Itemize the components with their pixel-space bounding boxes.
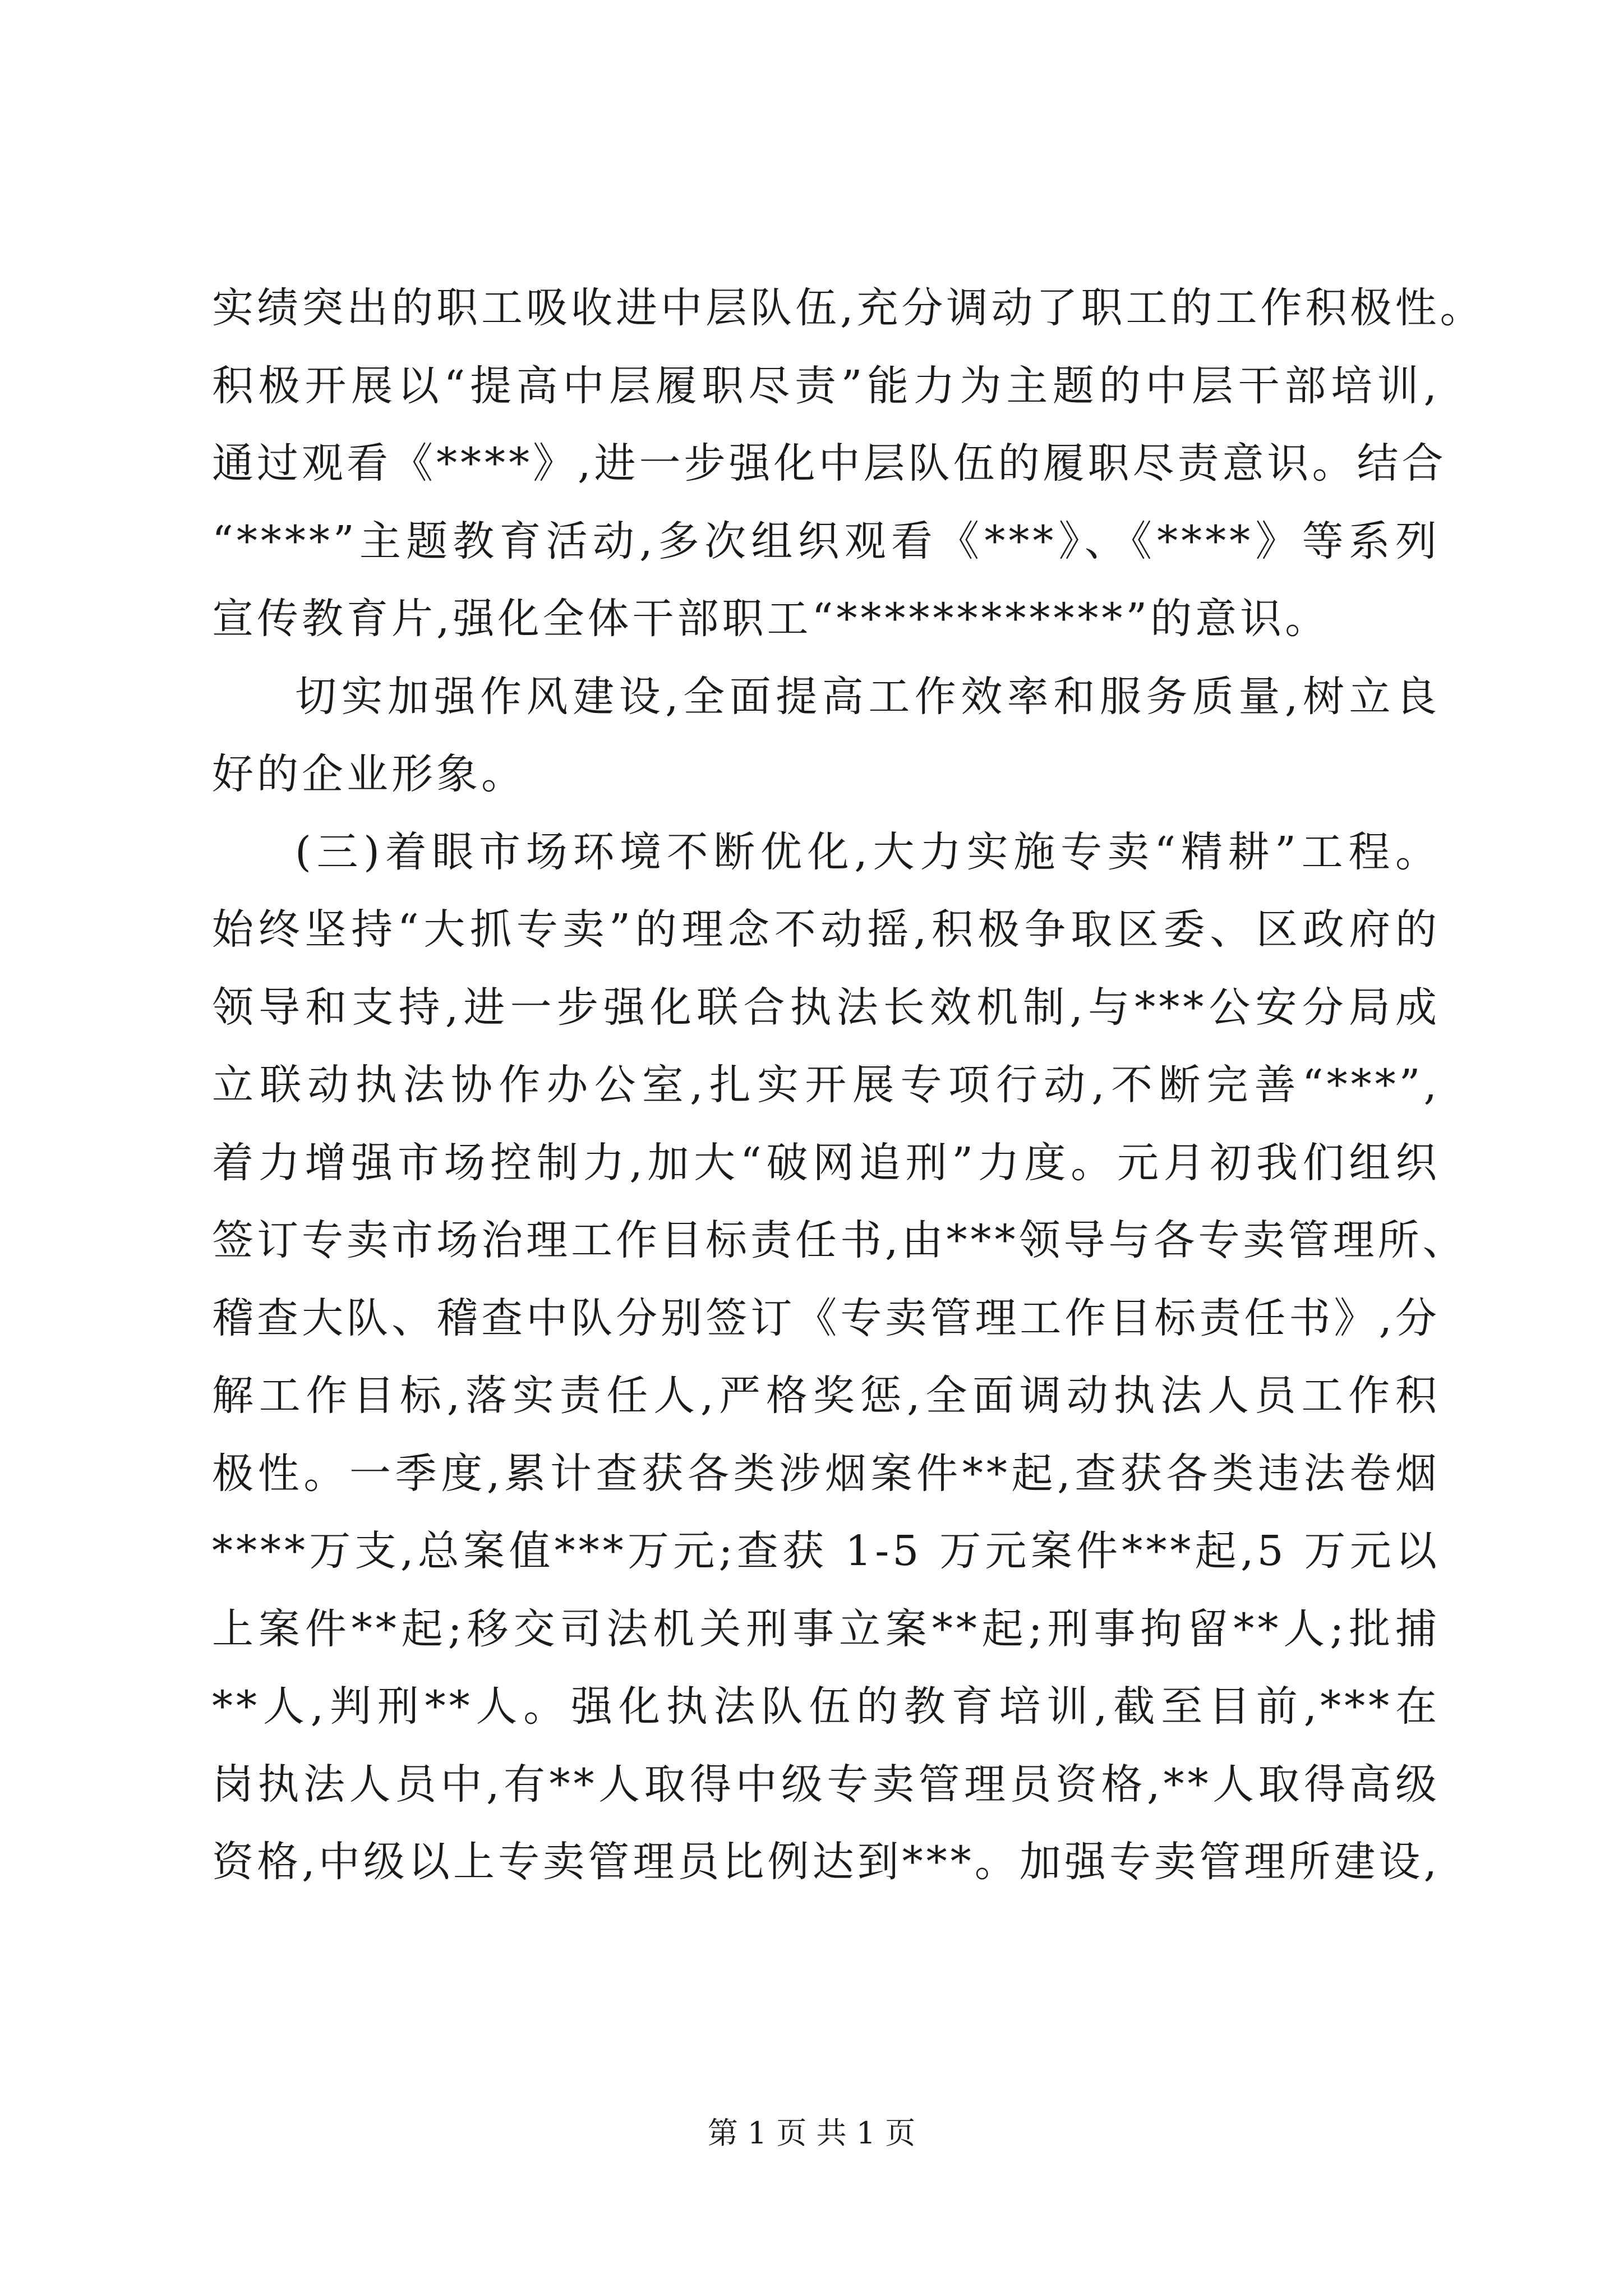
text-line: **人,判刑**人。强化执法队伍的教育培训,截至目前,***在 xyxy=(212,1682,1440,1731)
text-line: 极性。一季度,累计查获各类涉烟案件**起,查获各类违法卷烟 xyxy=(212,1449,1440,1498)
document-body xyxy=(212,269,1485,1901)
text-line: ****万支,总案值***万元;查获 1-5 万元案件***起,5 万元以 xyxy=(212,1527,1440,1575)
text-line: 宣传教育片,强化全体干部职工“************”的意识。 xyxy=(212,595,1330,643)
text-line: 稽查大队、稽查中队分别签订《专卖管理工作目标责任书》,分 xyxy=(212,1294,1440,1342)
page-footer: 第 1 页 共 1 页 xyxy=(707,2115,916,2151)
text-line: 始终坚持“大抓专卖”的理念不动摇,积极争取区委、区政府的 xyxy=(212,905,1440,954)
text-line: 岗执法人员中,有**人取得中级专卖管理员资格,**人取得高级 xyxy=(212,1760,1440,1809)
text-line: 解工作目标,落实责任人,严格奖惩,全面调动执法人员工作积 xyxy=(212,1372,1440,1420)
text-line: 上案件**起;移交司法机关刑事立案**起;刑事拘留**人;批捕 xyxy=(212,1604,1440,1653)
text-line: “****”主题教育活动,多次组织观看《***》、《****》等系列 xyxy=(212,517,1440,565)
text-line: 切实加强作风建设,全面提高工作效率和服务质量,树立良 xyxy=(295,672,1440,721)
text-line: 着力增强市场控制力,加大“破网追刑”力度。元月初我们组织 xyxy=(212,1138,1440,1187)
text-line: 好的企业形象。 xyxy=(212,750,526,798)
text-line: 实绩突出的职工吸收进中层队伍,充分调动了职工的工作积极性。 xyxy=(212,284,1485,332)
text-line: 通过观看《****》,进一步强化中层队伍的履职尽责意识。结合 xyxy=(212,439,1447,487)
text-line: 签订专卖市场治理工作目标责任书,由***领导与各专卖管理所、 xyxy=(212,1216,1468,1264)
text-line: 领导和支持,进一步强化联合执法长效机制,与***公安分局成 xyxy=(212,983,1440,1032)
text-line: 资格,中级以上专卖管理员比例达到***。加强专卖管理所建设, xyxy=(212,1838,1440,1886)
text-line: (三)着眼市场环境不断优化,大力实施专卖“精耕”工程。 xyxy=(295,827,1440,876)
text-line: 立联动执法协作办公室,扎实开展专项行动,不断完善“***”, xyxy=(212,1061,1440,1109)
text-line: 积极开展以“提高中层履职尽责”能力为主题的中层干部培训, xyxy=(212,361,1440,410)
